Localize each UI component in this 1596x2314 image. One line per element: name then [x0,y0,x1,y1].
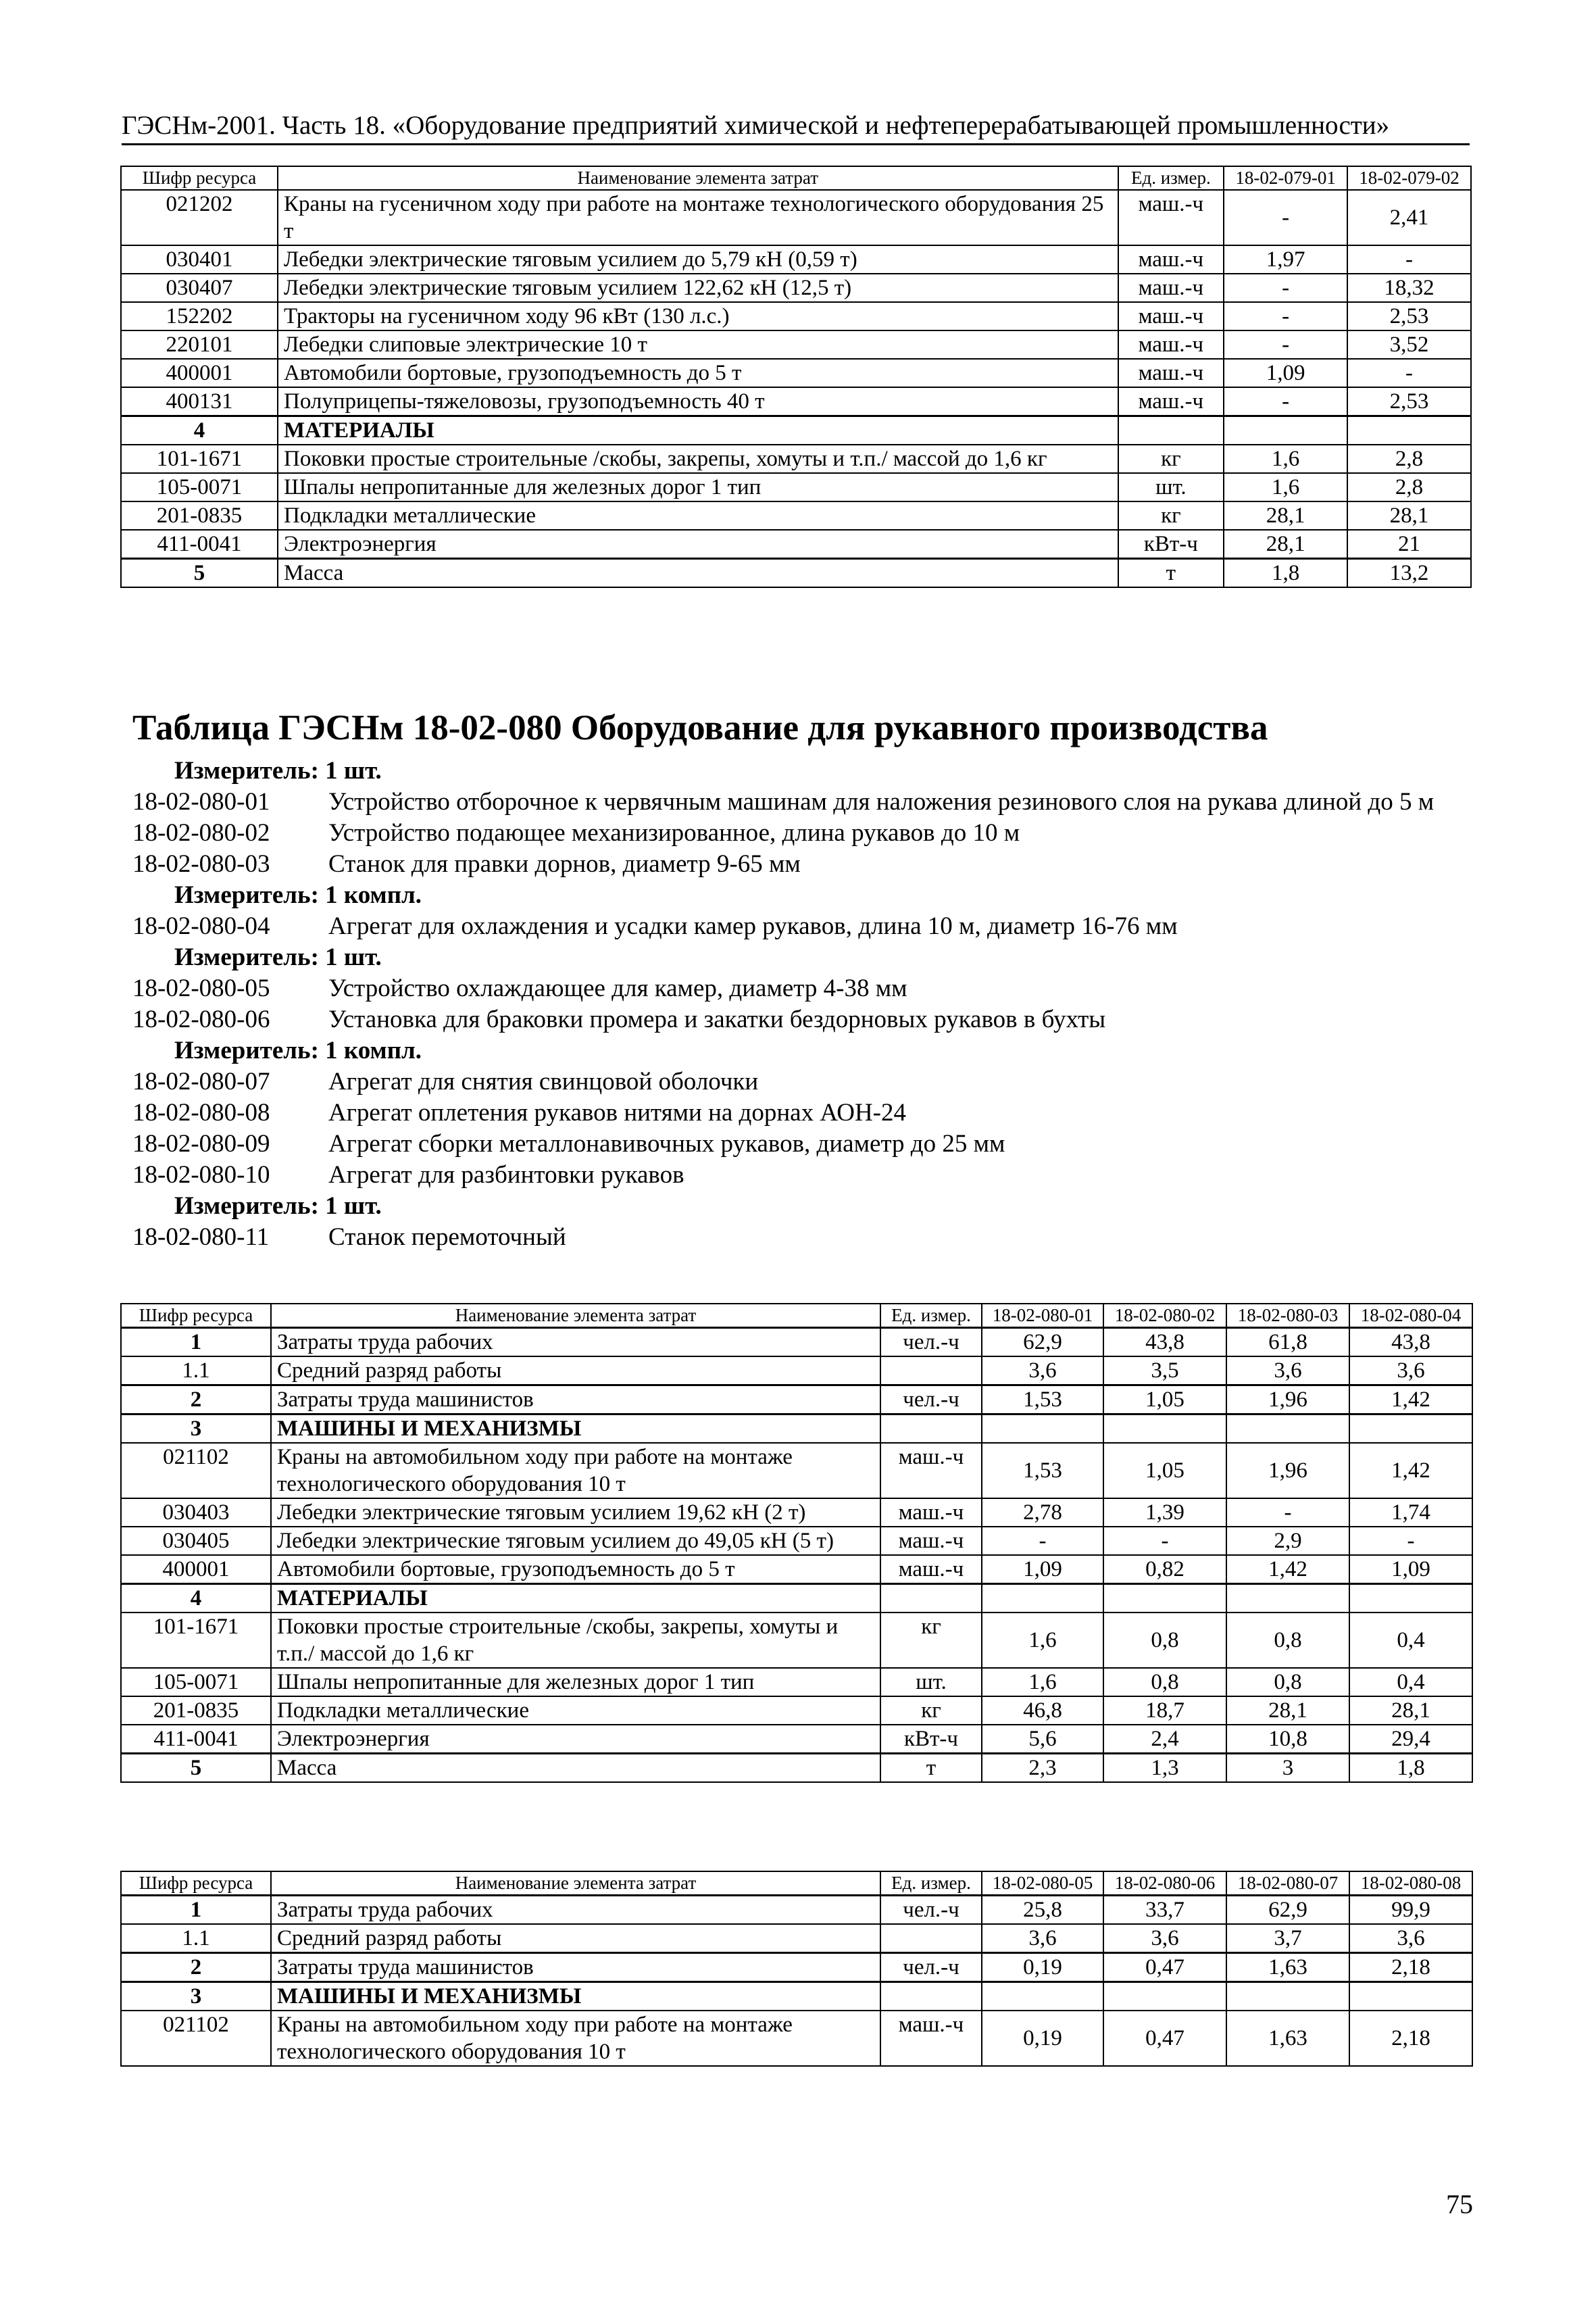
cell-value: 28,1 [1224,530,1347,559]
col-header-code: Шифр ресурса [121,1304,271,1328]
item-code: 18-02-080-08 [132,1099,270,1127]
cell-unit: чел.-ч [880,1896,982,1925]
measurement-unit: Измеритель: 1 шт. [174,1192,382,1220]
item-text: Устройство охлаждающее для камер, диаметр 4-38 мм [328,975,907,1002]
cell-unit: кг [1118,445,1224,473]
cell-value: 1,74 [1349,1498,1472,1527]
cell-value: 2,18 [1349,2011,1472,2066]
cell-name: Затраты труда машинистов [271,1385,880,1414]
cell-name: Масса [278,559,1118,588]
table-row [121,1414,1472,1444]
cell-value: 2,53 [1347,302,1471,330]
table-row [121,1356,1472,1385]
cell-code: 2 [121,1385,271,1414]
cell-name: Полуприцепы-тяжеловозы, грузоподъемность 40 т [278,387,1118,416]
cell-code: 3 [121,1414,271,1444]
cell-code: 021102 [121,1443,271,1498]
cell-value: 1,63 [1226,1953,1349,1982]
cell-value: 2,18 [1349,1953,1472,1982]
cell-value: 1,96 [1226,1385,1349,1414]
cell-value: 28,1 [1226,1696,1349,1725]
cell-code: 4 [121,416,278,445]
cell-value: 61,8 [1226,1328,1349,1357]
cell-code: 030401 [121,245,278,274]
col-header-rate: 18-02-080-03 [1226,1304,1349,1328]
cell-value: 29,4 [1349,1725,1472,1754]
cell-name: МАШИНЫ И МЕХАНИЗМЫ [271,1414,880,1444]
cell-value: 3,6 [1226,1356,1349,1385]
cell-unit: т [1118,559,1224,588]
cell-value [982,1414,1103,1444]
table-row [121,1385,1472,1414]
cell-name: Электроэнергия [271,1725,880,1754]
cell-value: 18,32 [1347,274,1471,302]
cell-value: 1,3 [1103,1754,1226,1783]
cell-unit: кВт-ч [880,1725,982,1754]
cell-code: 030403 [121,1498,271,1527]
cell-value [1349,1982,1472,2011]
list-item [132,1066,1484,1098]
cell-value: 1,39 [1103,1498,1226,1527]
cell-name: Лебедки электрические тяговым усилием до 5,79 кН (0,59 т) [278,245,1118,274]
table-row [121,1953,1472,1982]
col-header-rate: 18-02-080-01 [982,1304,1103,1328]
cell-value: 1,42 [1226,1555,1349,1584]
cell-unit: маш.-ч [1118,330,1224,359]
cell-code: 021102 [121,2011,271,2066]
cell-name: Шпалы непропитанные для железных дорог 1 тип [271,1668,880,1696]
cell-code: 4 [121,1584,271,1613]
cell-value: 62,9 [982,1328,1103,1357]
cell-value: 1,8 [1224,559,1347,588]
item-text: Агрегат для охлаждения и усадки камер рукавов, длина 10 м, диаметр 16-76 мм [328,912,1178,940]
cell-unit: маш.-ч [1118,359,1224,387]
cell-unit: маш.-ч [880,1527,982,1555]
cell-name: Затраты труда машинистов [271,1953,880,1982]
item-code: 18-02-080-11 [132,1223,270,1251]
cell-name: МАТЕРИАЛЫ [271,1584,880,1613]
item-code: 18-02-080-04 [132,912,270,940]
cell-code: 201-0835 [121,1696,271,1725]
item-text: Установка для браковки промера и закатки бездорновых рукавов в бухты [328,1006,1106,1033]
header-row [121,166,1471,190]
cell-name: Шпалы непропитанные для железных дорог 1 тип [278,473,1118,501]
page-header: ГЭСНм-2001. Часть 18. «Оборудование предприятий химической и нефтеперерабатывающей промышленности» [122,109,1470,145]
cell-name: Краны на автомобильном ходу при работе на монтаже технологического оборудования 10 т [271,1443,880,1498]
table-row [121,359,1471,387]
cell-value: 3,6 [982,1924,1103,1953]
col-header-rate: 18-02-080-02 [1103,1304,1226,1328]
col-header-rate: 18-02-079-01 [1224,166,1347,190]
cell-value: - [1224,302,1347,330]
cell-name: Масса [271,1754,880,1783]
cell-code: 030407 [121,274,278,302]
cell-name: Лебедки электрические тяговым усилием 19,62 кН (2 т) [271,1498,880,1527]
cell-code: 101-1671 [121,445,278,473]
table-row [121,1584,1472,1613]
cell-unit: кг [880,1696,982,1725]
cell-code: 021202 [121,190,278,245]
cell-value: - [1224,190,1347,245]
cell-value: - [1347,245,1471,274]
cell-unit: шт. [1118,473,1224,501]
col-header-name: Наименование элемента затрат [278,166,1118,190]
table-row [121,416,1471,445]
cell-unit: кг [1118,501,1224,530]
cell-value: 1,09 [1224,359,1347,387]
cell-value: - [1347,359,1471,387]
table-row [121,190,1471,245]
cell-name: МАШИНЫ И МЕХАНИЗМЫ [271,1982,880,2011]
cell-value: 1,6 [982,1668,1103,1696]
cell-value: 3,6 [1349,1924,1472,1953]
cell-unit: кВт-ч [1118,530,1224,559]
cell-unit: чел.-ч [880,1328,982,1357]
cell-unit: чел.-ч [880,1385,982,1414]
cell-value: 1,05 [1103,1443,1226,1498]
col-header-rate: 18-02-080-08 [1349,1871,1472,1896]
item-text: Агрегат для разбинтовки рукавов [328,1161,684,1189]
header-row [121,1871,1472,1896]
cell-value [1349,1584,1472,1613]
cell-name: Автомобили бортовые, грузоподъемность до 5 т [278,359,1118,387]
table-row [121,445,1471,473]
cell-unit: маш.-ч [880,1498,982,1527]
item-text: Станок перемоточный [328,1223,566,1251]
cell-value: - [1224,387,1347,416]
cell-value [1224,416,1347,445]
cell-name: Поковки простые строительные /скобы, закрепы, хомуты и т.п./ массой до 1,6 кг [278,445,1118,473]
table-row [121,1527,1472,1555]
cell-value: 0,47 [1103,2011,1226,2066]
cell-value: 1,63 [1226,2011,1349,2066]
cell-value: 33,7 [1103,1896,1226,1925]
cell-unit: чел.-ч [880,1953,982,1982]
resource-table-080-05-08 [120,1871,1473,2067]
table-row [121,1725,1472,1754]
cell-code: 411-0041 [121,1725,271,1754]
cell-value: 0,4 [1349,1613,1472,1668]
table-row [121,2011,1472,2066]
cell-value: 1,53 [982,1443,1103,1498]
cell-unit [880,1982,982,2011]
cell-value [1226,1414,1349,1444]
cell-code: 1.1 [121,1924,271,1953]
cell-unit: маш.-ч [880,2011,982,2066]
table-row [121,1896,1472,1925]
cell-value: 1,96 [1226,1443,1349,1498]
col-header-rate: 18-02-079-02 [1347,166,1471,190]
cell-code: 5 [121,559,278,588]
col-header-unit: Ед. измер. [1118,166,1224,190]
col-header-rate: 18-02-080-04 [1349,1304,1472,1328]
measurement-unit: Измеритель: 1 шт. [174,943,382,971]
cell-name: Краны на гусеничном ходу при работе на монтаже технологического оборудования 25 т [278,190,1118,245]
cell-unit: маш.-ч [1118,274,1224,302]
cell-value [1347,416,1471,445]
cell-code: 101-1671 [121,1613,271,1668]
item-code: 18-02-080-03 [132,850,270,878]
cell-value: 3,5 [1103,1356,1226,1385]
cell-value: 1,09 [1349,1555,1472,1584]
col-header-rate: 18-02-080-07 [1226,1871,1349,1896]
table-row [121,559,1471,588]
col-header-name: Наименование элемента затрат [271,1304,880,1328]
cell-value: 5,6 [982,1725,1103,1754]
item-text: Устройство отборочное к червячным машинам для наложения резинового слоя на рукава длиной до 5 м [328,788,1435,816]
table-row [121,302,1471,330]
col-header-unit: Ед. измер. [880,1871,982,1896]
table-row [121,330,1471,359]
cell-value: 10,8 [1226,1725,1349,1754]
cell-value: 1,42 [1349,1385,1472,1414]
table-row [121,387,1471,416]
list-item [132,1004,1484,1035]
cell-code: 3 [121,1982,271,2011]
cell-value: - [1103,1527,1226,1555]
cell-value: 18,7 [1103,1696,1226,1725]
cell-unit [880,1414,982,1444]
cell-name: Лебедки электрические тяговым усилием до 49,05 кН (5 т) [271,1527,880,1555]
cell-value: 1,6 [1224,473,1347,501]
cell-name: Затраты труда рабочих [271,1896,880,1925]
cell-value: 0,19 [982,1953,1103,1982]
cell-value: 1,6 [982,1613,1103,1668]
cell-value: 1,6 [1224,445,1347,473]
item-code: 18-02-080-06 [132,1006,270,1033]
cell-value: 13,2 [1347,559,1471,588]
table-title: Таблица ГЭСНм 18-02-080 Оборудование для рукавного производства [132,708,1268,747]
cell-unit: т [880,1754,982,1783]
cell-value [982,1982,1103,2011]
cell-unit [1118,416,1224,445]
cell-value: 2,8 [1347,445,1471,473]
table-row [121,274,1471,302]
col-header-unit: Ед. измер. [880,1304,982,1328]
cell-code: 400001 [121,1555,271,1584]
cell-value: 1,09 [982,1555,1103,1584]
cell-value: - [1226,1498,1349,1527]
table-row [121,1924,1472,1953]
item-code: 18-02-080-01 [132,788,270,816]
cell-code: 1.1 [121,1356,271,1385]
cell-code: 411-0041 [121,530,278,559]
list-item [132,849,1484,880]
item-code: 18-02-080-09 [132,1130,270,1158]
col-header-rate: 18-02-080-05 [982,1871,1103,1896]
cell-value: 0,8 [1103,1668,1226,1696]
table-row [121,1328,1472,1357]
cell-code: 220101 [121,330,278,359]
cell-unit [880,1356,982,1385]
cell-value: 2,9 [1226,1527,1349,1555]
cell-code: 1 [121,1328,271,1357]
item-text: Агрегат для снятия свинцовой оболочки [328,1068,759,1096]
cell-value: 2,41 [1347,190,1471,245]
list-item [132,818,1484,849]
cell-name: Лебедки электрические тяговым усилием 122,62 кН (12,5 т) [278,274,1118,302]
cell-name: Средний разряд работы [271,1924,880,1953]
list-item [132,973,1484,1004]
col-header-rate: 18-02-080-06 [1103,1871,1226,1896]
cell-value: 1,42 [1349,1443,1472,1498]
cell-code: 400131 [121,387,278,416]
cell-value: - [1224,330,1347,359]
cell-unit: маш.-ч [1118,245,1224,274]
cell-code: 105-0071 [121,1668,271,1696]
item-code: 18-02-080-07 [132,1068,270,1096]
cell-value: 1,05 [1103,1385,1226,1414]
resource-table-080-01-04 [120,1303,1473,1783]
list-item [132,1160,1484,1191]
measurement-unit: Измеритель: 1 компл. [174,881,422,909]
item-text: Агрегат сборки металлонавивочных рукавов, диаметр до 25 мм [328,1130,1005,1158]
cell-value: 3 [1226,1754,1349,1783]
list-item [132,1098,1484,1129]
measurement-unit: Измеритель: 1 шт. [174,757,382,785]
cell-value: 28,1 [1347,501,1471,530]
cell-value: 0,4 [1349,1668,1472,1696]
list-item [132,1222,1484,1253]
cell-value: 3,6 [1103,1924,1226,1953]
table-row [121,1696,1472,1725]
cell-value: 2,78 [982,1498,1103,1527]
item-text: Агрегат оплетения рукавов нитями на дорнах АОН-24 [328,1099,906,1127]
cell-value: 0,47 [1103,1953,1226,1982]
cell-value: 0,82 [1103,1555,1226,1584]
cell-unit [880,1924,982,1953]
cell-value: 2,3 [982,1754,1103,1783]
list-item [132,787,1484,818]
cell-value: 0,19 [982,2011,1103,2066]
cell-value [1349,1414,1472,1444]
cell-code: 2 [121,1953,271,1982]
cell-value [1226,1982,1349,2011]
cell-value: 3,6 [982,1356,1103,1385]
cell-value: 1,53 [982,1385,1103,1414]
cell-unit: шт. [880,1668,982,1696]
cell-value: 43,8 [1103,1328,1226,1357]
cell-unit: маш.-ч [1118,387,1224,416]
cell-value: 2,8 [1347,473,1471,501]
cell-unit: маш.-ч [1118,302,1224,330]
list-item [132,911,1484,942]
cell-code: 400001 [121,359,278,387]
col-header-code: Шифр ресурса [121,166,278,190]
cell-unit: маш.-ч [1118,190,1224,245]
cell-value: 1,97 [1224,245,1347,274]
cell-unit: маш.-ч [880,1443,982,1498]
cell-name: Поковки простые строительные /скобы, закрепы, хомуты и т.п./ массой до 1,6 кг [271,1613,880,1668]
cell-unit: маш.-ч [880,1555,982,1584]
page-number: 75 [1446,2189,1473,2219]
cell-value: 3,52 [1347,330,1471,359]
table-row [121,1555,1472,1584]
cell-name: Затраты труда рабочих [271,1328,880,1357]
cell-value: 3,7 [1226,1924,1349,1953]
table-row [121,1498,1472,1527]
cell-value: 0,8 [1103,1613,1226,1668]
table-row [121,1443,1472,1498]
cell-name: Лебедки слиповые электрические 10 т [278,330,1118,359]
cell-name: МАТЕРИАЛЫ [278,416,1118,445]
cell-name: Электроэнергия [278,530,1118,559]
cell-code: 152202 [121,302,278,330]
cell-value: 21 [1347,530,1471,559]
cell-value: 3,6 [1349,1356,1472,1385]
table-row [121,1982,1472,2011]
list-item [132,1129,1484,1160]
table-row [121,245,1471,274]
cell-name: Средний разряд работы [271,1356,880,1385]
cell-name: Автомобили бортовые, грузоподъемность до 5 т [271,1555,880,1584]
cell-value: - [1224,274,1347,302]
cell-value: - [982,1527,1103,1555]
cell-value: 99,9 [1349,1896,1472,1925]
cell-name: Краны на автомобильном ходу при работе на монтаже технологического оборудования 10 т [271,2011,880,2066]
cell-value: 0,8 [1226,1613,1349,1668]
cell-code: 1 [121,1896,271,1925]
cell-code: 030405 [121,1527,271,1555]
table-row [121,473,1471,501]
measurement-unit: Измеритель: 1 компл. [174,1037,422,1064]
cell-value: 2,4 [1103,1725,1226,1754]
item-text: Станок для правки дорнов, диаметр 9-65 мм [328,850,801,878]
resource-table-079 [120,166,1472,588]
cell-value: 2,53 [1347,387,1471,416]
cell-value [982,1584,1103,1613]
cell-code: 5 [121,1754,271,1783]
cell-value [1226,1584,1349,1613]
cell-code: 201-0835 [121,501,278,530]
cell-value: 1,8 [1349,1754,1472,1783]
item-text: Устройство подающее механизированное, длина рукавов до 10 м [328,819,1020,847]
cell-name: Подкладки металлические [271,1696,880,1725]
cell-value [1103,1982,1226,2011]
cell-unit: кг [880,1613,982,1668]
cell-value: 0,8 [1226,1668,1349,1696]
cell-name: Подкладки металлические [278,501,1118,530]
cell-value: 28,1 [1349,1696,1472,1725]
cell-code: 105-0071 [121,473,278,501]
col-header-code: Шифр ресурса [121,1871,271,1896]
work-items-list [132,756,1484,1253]
cell-name: Тракторы на гусеничном ходу 96 кВт (130 л.с.) [278,302,1118,330]
header-row [121,1304,1472,1328]
item-code: 18-02-080-10 [132,1161,270,1189]
cell-unit [880,1584,982,1613]
cell-value: 46,8 [982,1696,1103,1725]
cell-value: 43,8 [1349,1328,1472,1357]
item-code: 18-02-080-02 [132,819,270,847]
cell-value: - [1349,1527,1472,1555]
cell-value: 62,9 [1226,1896,1349,1925]
cell-value: 28,1 [1224,501,1347,530]
cell-value: 25,8 [982,1896,1103,1925]
table-row [121,501,1471,530]
col-header-name: Наименование элемента затрат [271,1871,880,1896]
cell-value [1103,1584,1226,1613]
table-row [121,1613,1472,1668]
cell-value [1103,1414,1226,1444]
table-row [121,530,1471,559]
table-row [121,1754,1472,1783]
table-row [121,1668,1472,1696]
item-code: 18-02-080-05 [132,975,270,1002]
